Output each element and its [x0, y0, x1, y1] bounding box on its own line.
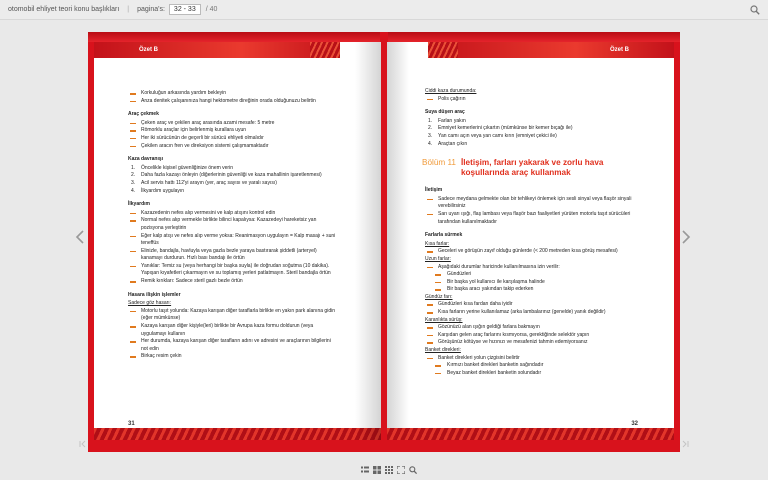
list-item: 2. Emniyet kemerlerini çıkartın (mümkünse bir kemer bıçağı ile) [428, 125, 573, 132]
top-bar [0, 0, 768, 20]
chapter-number: Bölüm 11 [422, 158, 456, 168]
chapter-title: İletişim, farları yakarak ve zorlu hava koşullarında araç kullanmak [460, 158, 604, 178]
right-page-header [428, 42, 674, 58]
section-title: Farlarla sürmek [425, 232, 463, 239]
list-item: Motorlu taşıt yolunda: Kazaya karışan diğer taraflarla birlikte en yakın park alanına gidin (eğer mümkünse) [128, 308, 338, 323]
list-item: Gündüzleri [425, 271, 633, 279]
section-arac-cekmek [128, 111, 338, 150]
section-hasar [128, 292, 338, 361]
page-footer-stripe [94, 428, 381, 440]
list-item: Birkaç resim çekin [128, 353, 338, 361]
right-page-content [422, 88, 633, 383]
section-title: Hasara ilişkin işlemler [128, 291, 181, 298]
section-ciddi-kaza [425, 88, 633, 103]
section-iletisim [425, 187, 633, 226]
chevron-right-icon[interactable] [681, 230, 691, 244]
section-title: İlkyardım [128, 201, 150, 208]
list-item: Her durumda, kazaya karışan diğer tarafların adını ve adresini ve araçlarının bilgilerini not edin [128, 338, 338, 353]
list-item: Aşağıdaki durumlar haricinde kullanılmasına izin verilir: [425, 264, 633, 272]
section-title: İletişim [425, 187, 443, 194]
page-total: / 40 [205, 6, 218, 13]
document-title: otomobil ehliyet teori konu başlıkları [8, 6, 120, 13]
list-item: Gözünüzü alan ışığın geldiği farlara bakmayın [425, 324, 633, 332]
list-view-icon[interactable] [361, 466, 369, 474]
list-item: Eğer kalp atışı ve nefes alıp verme yoksa: Reanimasyon uygulayın = Kalp masajı + suni teneffüs [128, 233, 338, 248]
bottom-toolbar [361, 466, 417, 474]
section-kaza-davranisi [128, 156, 338, 195]
page-top-edge [88, 32, 380, 42]
list-item: Her iki sürücünün de geçerli bir sürücü ehliyeti olmalıdır [128, 135, 338, 143]
list-item: 1. Farları yakın [428, 117, 466, 124]
section-title: Araç çekmek [128, 111, 159, 118]
search-icon[interactable] [750, 5, 760, 15]
list-item: Çeken araç ve çekilen araç arasında azami mesafe: 5 metre [128, 120, 338, 128]
intro-section [128, 90, 338, 105]
last-page-icon[interactable] [681, 440, 689, 448]
page-number: 32 [631, 421, 638, 427]
left-page-content [128, 90, 338, 367]
list-item: Görüşünüz kötüyse ve hızınızı ve mesafenizi tahmin edemiyorsanız [425, 339, 633, 347]
page-input[interactable]: 32 - 33 [169, 4, 201, 15]
list-item: 1. Öncelikle kişisel güvenliğinize önem verin [131, 164, 233, 171]
subsection-label: Gündüz farı: [425, 293, 453, 300]
list-item: Bir başka aracı yakından takip ederken [425, 286, 633, 294]
list-item: Remik kırıkları: Sadece steril gazlı bezle örtün [128, 278, 338, 286]
list-item: Sadece meydana gelmekte olan bir tehlikeyi önlemek için sesli sinyal veya flaşör sinyali verebilirsiniz [425, 196, 633, 211]
section-title: Ciddi kaza durumunda: [425, 88, 477, 94]
title-separator: | [127, 6, 130, 13]
header-stripe [428, 42, 458, 58]
list-item: 3. Acil servis hattı 112'yi arayın (yer, araç sayısı ve yaralı sayısı) [131, 179, 277, 186]
list-item: Bir başka yol kullanıcı ile karşılaşma halinde [425, 279, 633, 287]
list-item: 3. Yan camı açın veya yan camı kırın (emniyet çekici ile) [428, 132, 557, 139]
subsection-label: Karanlıkta sürüş: [425, 316, 463, 323]
fullscreen-icon[interactable] [397, 466, 405, 474]
zoom-icon[interactable] [409, 466, 417, 474]
list-item: Gündüzleri kısa fardan daha iyidir [425, 301, 633, 309]
list-item: Kırmızı banket direkleri banketin sağındadır [425, 362, 633, 370]
list-item: 4. İlkyardım uygulayın [131, 187, 185, 194]
grid-view-icon[interactable] [373, 466, 381, 474]
header-title: Özet B [139, 47, 159, 53]
page-number: 31 [128, 421, 135, 427]
list-item: Sarı uyarı ışığı, flaş lambası veya flaşör bazı faaliyetleri yürüten motorlu taşıt sürücüleri tarafından kullanılmaktadır [425, 211, 633, 226]
list-item: Banket direkleri yolun çizgisini belirtir [425, 355, 633, 363]
page-top-edge [388, 32, 680, 42]
list-item: 4. Araçtan çıkın [428, 140, 468, 147]
list-item: Normal nefes alıp vermekle birlikte bilinci kapalıysa: Kazazedeyi hareketsiz yan pozisyona yerleştirin [128, 217, 338, 232]
page-footer-stripe [387, 428, 674, 440]
list-item: Kazazedenin nefes alıp vermesini ve kalp atışını kontrol edin [128, 210, 338, 218]
list-item: Polis çağırın [425, 96, 633, 104]
subsection-label: Uzun farlar: [425, 255, 451, 262]
list-item: Beyaz banket direkleri banketin solundadır [425, 370, 633, 378]
chevron-left-icon[interactable] [75, 230, 85, 244]
section-title: Suya düşen araç [425, 109, 465, 116]
section-subtitle: Sadece göz hasarı: [128, 300, 172, 307]
section-title: Kaza davranışı [128, 156, 164, 163]
left-page-header [94, 42, 340, 58]
list-item: Yanıklar: Temiz su (veya herhangi bir başka suyla) ile doğrudan soğutma (10 dakika). Yapışan kıyafetleri çıkarmayın ve su toplamış yerleri patlatmayın. Steril bandajla örtün [128, 263, 338, 278]
left-page[interactable] [94, 42, 381, 440]
chapter-heading [422, 158, 633, 178]
list-item: Anza denitek çalışanınıza hangi hektometre direğinin orada olduğunuzu belirtin [128, 98, 338, 106]
list-item: Elinizle, bandajla, havluyla veya gazla bezle yaraya bastırarak şiddetli (arteryel) kanamayı durdurun. Hızlı bası bandajı ile örtün [128, 248, 338, 263]
list-item: Karşıdan gelen araç farlarını kısmıyorsa, gerektiğinde selektör yapın [425, 332, 633, 340]
header-stripe [310, 42, 340, 58]
list-item: Römorklu araçlar için belirlenmiş kurallara uyun [128, 127, 338, 135]
list-item: Çekilen aracın fren ve direksiyon sistemi çalışmamaktadır [128, 143, 338, 151]
list-item: Kazaya karışan diğer kişiyle(leri) birlikte bir Avrupa kaza formu doldurun (veya uygulamayı kullanın [128, 323, 338, 338]
right-page[interactable] [387, 42, 674, 440]
subsection-label: Banket direkleri: [425, 347, 461, 354]
header-title: Özet B [609, 47, 629, 53]
page-label: pagina's: [137, 6, 165, 13]
list-item: Kısa farların yerine kullanılamaz (arka lambalarınız (genelde) yanık değildir) [425, 309, 633, 317]
section-farlar [425, 232, 633, 377]
section-ilkyardim [128, 201, 338, 286]
list-item: 2. Daha fazla kazayı önleyin (diğerlerinin güvenliği ve kaza mahallinin işaretlenmesi) [131, 172, 322, 179]
thumbnails-icon[interactable] [385, 466, 393, 474]
list-item: Geceleri ve görüşün zayıf olduğu günlerde (< 200 metreden kısa görüş mesafesi) [425, 248, 633, 256]
subsection-label: Kısa farlar: [425, 240, 450, 247]
first-page-icon[interactable] [79, 440, 87, 448]
list-item: Korkuluğun arkasında yardım bekleyin [128, 90, 338, 98]
book-spread [88, 32, 680, 452]
section-suya-dusen [425, 109, 633, 148]
